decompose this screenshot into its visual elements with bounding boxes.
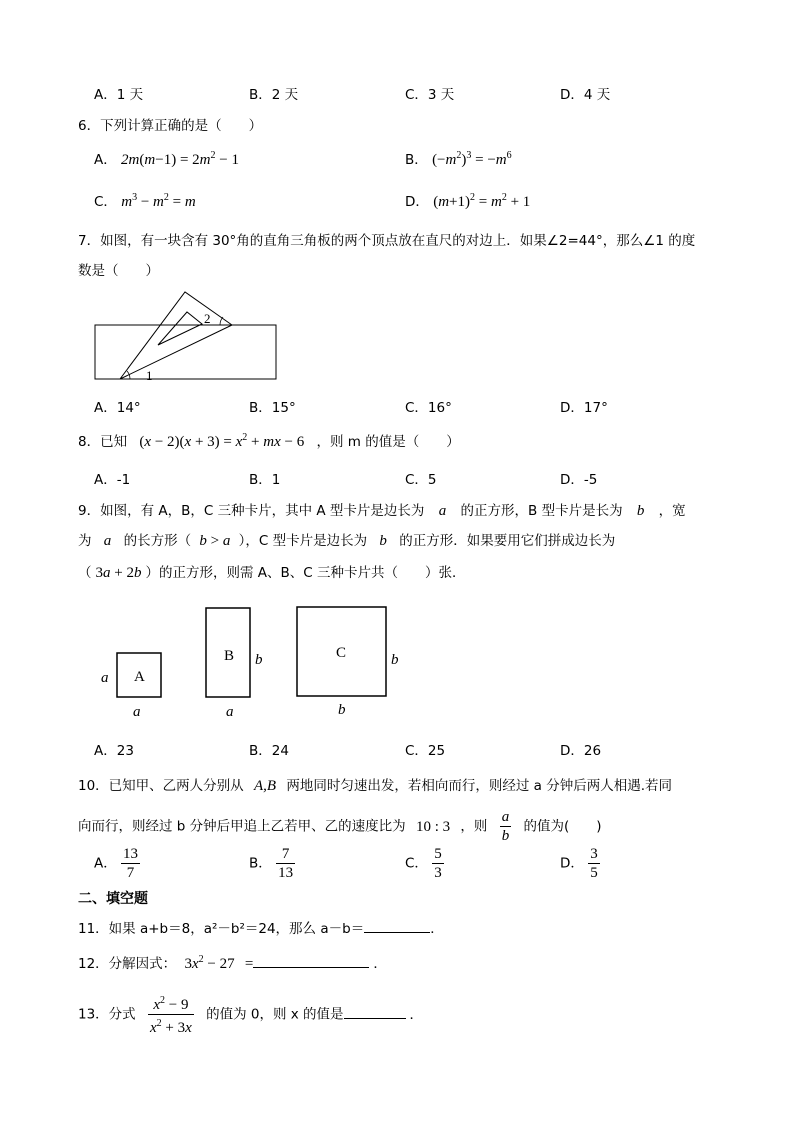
q7-stem-line1: 7．如图，有一块含有 30°角的直角三角板的两个顶点放在直尺的对边上．如果∠2=44°，那么∠1 的度 (78, 233, 696, 249)
q8-suffix: ，则 m 的值是（ ） (316, 434, 460, 450)
q13-end: ． (409, 1006, 424, 1023)
q5-option-b: B．2 天 (249, 87, 299, 103)
q9-l1-a: 9．如图，有 A，B，C 三种卡片，其中 A 型卡片是边长为 (78, 503, 425, 519)
q9-stem-line2 (78, 529, 615, 550)
q7-option-d: D．17° (560, 400, 608, 416)
q9-var-a: a (438, 503, 447, 519)
q8-option-d: D．-5 (560, 472, 598, 488)
q13 (78, 992, 423, 1037)
angle-2-label: 2 (204, 311, 211, 326)
card-c-side-label: b (391, 652, 399, 668)
q9-stem-line1 (78, 499, 686, 520)
q9-figure-cards (95, 600, 415, 725)
option-label: B． (405, 152, 428, 168)
option-label: A． (94, 855, 117, 872)
q9-l2-b: 的长方形（ (123, 533, 192, 549)
card-b-label: B (224, 648, 235, 664)
q12-end: ． (373, 956, 387, 972)
q8-prefix: 8．已知 (78, 434, 128, 450)
q12 (78, 952, 387, 973)
q6-option-a (94, 148, 239, 169)
option-label: A． (94, 152, 117, 168)
q7-option-c: C．16° (405, 400, 452, 416)
q10-ratio: 10 : 3 (415, 818, 451, 835)
q13-prefix: 13．分式 (78, 1006, 136, 1023)
card-a-label: A (134, 669, 145, 685)
q9-var-b: b (636, 503, 645, 519)
q11-text: 11．如果 a+b＝8，a²－b²＝24，那么 a－b＝ (78, 921, 365, 937)
ruler (95, 325, 276, 379)
q8-option-a: A．-1 (94, 472, 131, 488)
q10-option-b (249, 845, 295, 882)
option-fraction: $\frac{3}{5}$ (590, 846, 598, 881)
q12-text: 12．分解因式： (78, 956, 177, 972)
q10-option-c (405, 845, 444, 882)
card-c-label: C (336, 645, 347, 661)
q9-condition: b > a (199, 533, 231, 549)
option-label: C． (405, 855, 428, 872)
q9-side-expr: 3a + 2b (95, 565, 142, 581)
q10-l1-a: 10．已知甲、乙两人分别从 (78, 778, 244, 794)
q7-option-a: A．14° (94, 400, 141, 416)
q6-option-d (405, 190, 530, 211)
q7-stem-line2: 数是（ ） (78, 263, 159, 279)
card-a-bottom-label: a (133, 704, 141, 720)
option-label: D． (405, 194, 429, 210)
option-fraction: $\frac{5}{3}$ (434, 846, 442, 881)
option-fraction: $\frac{7}{13}$ (278, 846, 294, 881)
q11-end: ． (430, 921, 444, 937)
q9-l2-c: ），C 型卡片是边长为 (238, 533, 368, 549)
q6-option-b (405, 148, 512, 169)
q13-suffix: 的值为 0，则 x 的值是 (206, 1006, 344, 1023)
q10-l2-c: 的值为( ) (523, 818, 602, 835)
q6-stem: 6．下列计算正确的是（ ） (78, 118, 263, 134)
q13-answer-blank[interactable] (344, 1004, 406, 1019)
card-a-side-label: a (101, 670, 109, 686)
option-fraction: $\frac{13}{7}$ (123, 846, 139, 881)
triangle-inner (158, 312, 202, 345)
q12-equals: = (244, 956, 254, 972)
section-heading-fill-in: 二、填空题 (78, 891, 148, 907)
q10-l2-b: ，则 (460, 818, 488, 835)
q13-fraction: $\frac{x^2 - 9}{x^2 + 3x}$ (148, 992, 194, 1037)
q9-stem-line3 (78, 561, 465, 582)
q10-places: A,B (253, 778, 277, 794)
q8-stem (78, 430, 460, 451)
q6-a-formula: $2m(m-1) = 2m^2 - 1$ (121, 150, 239, 168)
q9-option-d: D．26 (560, 743, 602, 759)
q10-stem-line1 (78, 774, 672, 795)
q11 (78, 917, 444, 937)
q11-answer-blank[interactable] (364, 918, 430, 933)
q5-option-c: C．3 天 (405, 87, 455, 103)
q10-option-d (560, 845, 600, 882)
q9-l3-b: ）的正方形，则需 A、B、C 三种卡片共（ ）张． (145, 565, 466, 581)
q10-l2-a: 向而行，则经过 b 分钟后甲追上乙若甲、乙的速度比为 (78, 818, 406, 835)
q8-equation: $(x - 2)(x + 3) = x^2$ + mx − 6 (139, 432, 305, 450)
q9-option-c: C．25 (405, 743, 446, 759)
q6-c-formula: $m^3 - m^2 = m$ (121, 192, 196, 210)
q10-l1-b: 两地同时匀速出发，若相向而行，则经过 a 分钟后两人相遇.若同 (286, 778, 673, 794)
q6-b-formula: $(-m^2)^3 = -m^6$ (432, 150, 512, 168)
q9-var-a: a (103, 533, 112, 549)
triangle-outer (120, 292, 232, 379)
q12-answer-blank[interactable] (253, 953, 369, 968)
q10-option-a (94, 845, 140, 882)
q9-l2-a: 为 (78, 533, 92, 549)
q9-l3-a: （ (78, 565, 92, 581)
card-b-side-label: b (255, 652, 263, 668)
option-label: C． (94, 194, 117, 210)
q7-option-b: B．15° (249, 400, 296, 416)
q12-expression: $3x^2 - 27$ (184, 954, 235, 972)
angle-1-label: 1 (146, 368, 153, 383)
q9-option-a: A．23 (94, 743, 134, 759)
option-label: D． (560, 855, 584, 872)
q10-stem-line2 (78, 808, 602, 845)
q5-option-d: D．4 天 (560, 87, 611, 103)
q9-l1-b: 的正方形，B 型卡片是长为 (460, 503, 623, 519)
q10-fraction-a-over-b: $\frac{a}{b}$ (501, 809, 510, 844)
q6-option-c (94, 190, 196, 211)
q9-var-b: b (379, 533, 387, 549)
option-label: B． (249, 855, 272, 872)
q5-option-a: A．1 天 (94, 87, 144, 103)
q9-option-b: B．24 (249, 743, 289, 759)
q9-l1-c: ，宽 (658, 503, 686, 519)
card-c-bottom-label: b (338, 702, 346, 718)
q7-figure-ruler-triangle (90, 288, 282, 384)
q6-d-formula: $(m+1)^2 = m^2 + 1$ (433, 192, 531, 210)
card-b-bottom-label: a (226, 704, 234, 720)
q9-l2-d: 的正方形．如果要用它们拼成边长为 (399, 533, 616, 549)
q8-option-c: C．5 (405, 472, 437, 488)
q8-option-b: B．1 (249, 472, 281, 488)
